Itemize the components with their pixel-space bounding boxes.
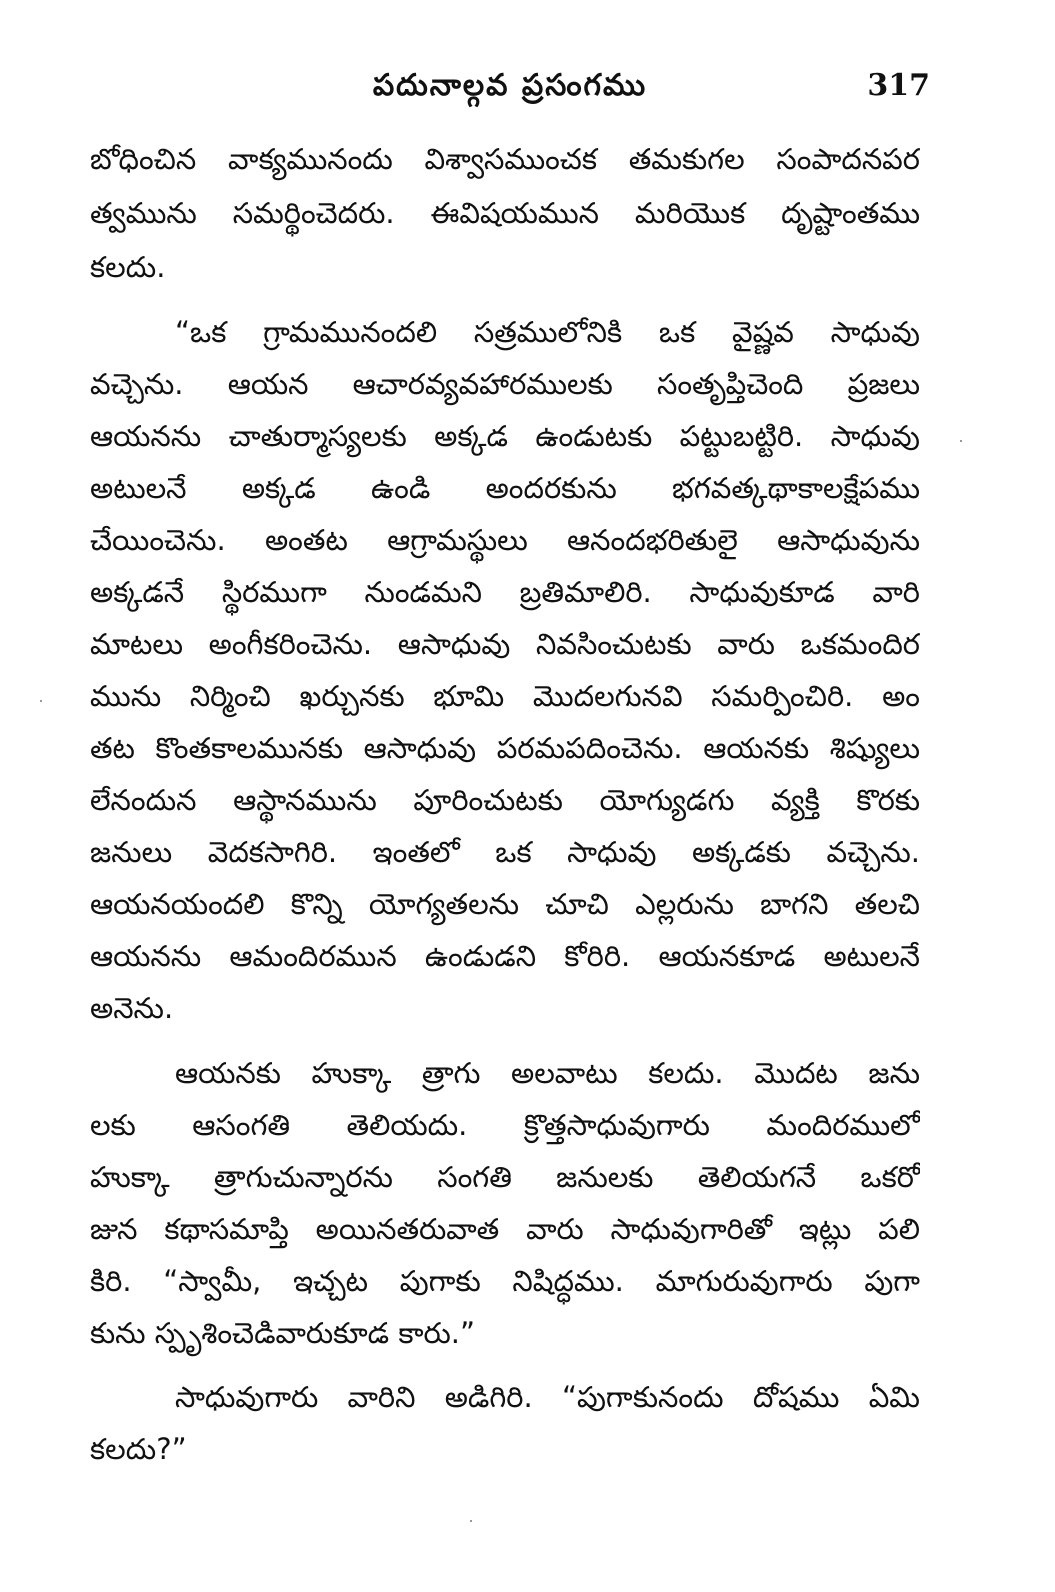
- scan-speck: [960, 440, 962, 442]
- text-line: సాధువుగారు వారిని అడిగిరి. “పుగాకునందు దోషము ఏమి: [175, 1380, 920, 1414]
- scan-speck: [40, 700, 42, 702]
- page-number: 317: [867, 68, 930, 103]
- scan-speck: [470, 1520, 472, 1522]
- text-line: లేనందున ఆస్థానమును పూరించుటకు యోగ్యుడగు వ్యక్తి కొరకు: [90, 783, 920, 817]
- text-line: హుక్కా త్రాగుచున్నారను సంగతి జనులకు తెలియగనే ఒకరో: [90, 1160, 920, 1194]
- text-line: లకు ఆసంగతి తెలియదు. క్రొత్తసాధువుగారు మందిరములో: [90, 1108, 920, 1142]
- text-line: ఆయనను చాతుర్మాస్యలకు అక్కడ ఉండుటకు పట్టుబట్టిరి. సాధువు: [90, 419, 920, 453]
- text-line: వచ్చెను. ఆయన ఆచారవ్యవహారములకు సంతృప్తిచెంది ప్రజలు: [90, 367, 920, 401]
- text-line: ఆయనకు హుక్కా త్రాగు అలవాటు కలదు. మొదట జను: [175, 1056, 920, 1090]
- text-line: ఆయనను ఆమందిరమున ఉండుడని కోరిరి. ఆయనకూడ అటులనే: [90, 939, 920, 973]
- text-line: ఆయనయందలి కొన్ని యోగ్యతలను చూచి ఎల్లరును బాగని తలచి: [90, 887, 920, 921]
- text-line: కలదు?”: [90, 1432, 187, 1466]
- text-line: బోధించిన వాక్యమునందు విశ్వాసముంచక తమకుగల సంపాదనపర: [90, 142, 920, 176]
- text-line: కిరి. “స్వామీ, ఇచ్చట పుగాకు నిషిద్ధము. మాగురువుగారు పుగా: [90, 1264, 920, 1298]
- running-head: పదునాల్గవ ప్రసంగము: [372, 68, 648, 103]
- text-line: జున కథాసమాప్తి అయినతరువాత వారు సాధువుగారితో ఇట్లు పలి: [90, 1212, 920, 1246]
- text-line: అనెను.: [90, 991, 174, 1025]
- text-line: జనులు వెదకసాగిరి. ఇంతలో ఒక సాధువు అక్కడకు వచ్చెను.: [90, 835, 920, 869]
- text-line: మాటలు అంగీకరించెను. ఆసాధువు నివసించుటకు వారు ఒకమందిర: [90, 627, 920, 661]
- text-line: కలదు.: [90, 250, 166, 284]
- text-line: కును స్పృశించెడివారుకూడ కారు.”: [90, 1316, 475, 1350]
- text-line: “ఒక గ్రామమునందలి సత్రములోనికి ఒక వైష్ణవ సాధువు: [175, 315, 920, 349]
- text-line: తట కొంతకాలమునకు ఆసాధువు పరమపదించెను. ఆయనకు శిష్యులు: [90, 731, 920, 765]
- text-line: త్వమును సమర్థించెదరు. ఈవిషయమున మరియొక దృష్టాంతము: [90, 196, 920, 230]
- text-line: మును నిర్మించి ఖర్చునకు భూమి మొదలగునవి సమర్పించిరి. అం: [90, 679, 920, 713]
- text-line: అక్కడనే స్థిరముగా నుండమని బ్రతిమాలిరి. సాధువుకూడ వారి: [90, 575, 920, 609]
- text-line: అటులనే అక్కడ ఉండి అందరకును భగవత్కథాకాలక్షేపము: [90, 471, 920, 505]
- text-line: చేయించెను. అంతట ఆగ్రామస్థులు ఆనందభరితులై ఆసాధువును: [90, 523, 920, 557]
